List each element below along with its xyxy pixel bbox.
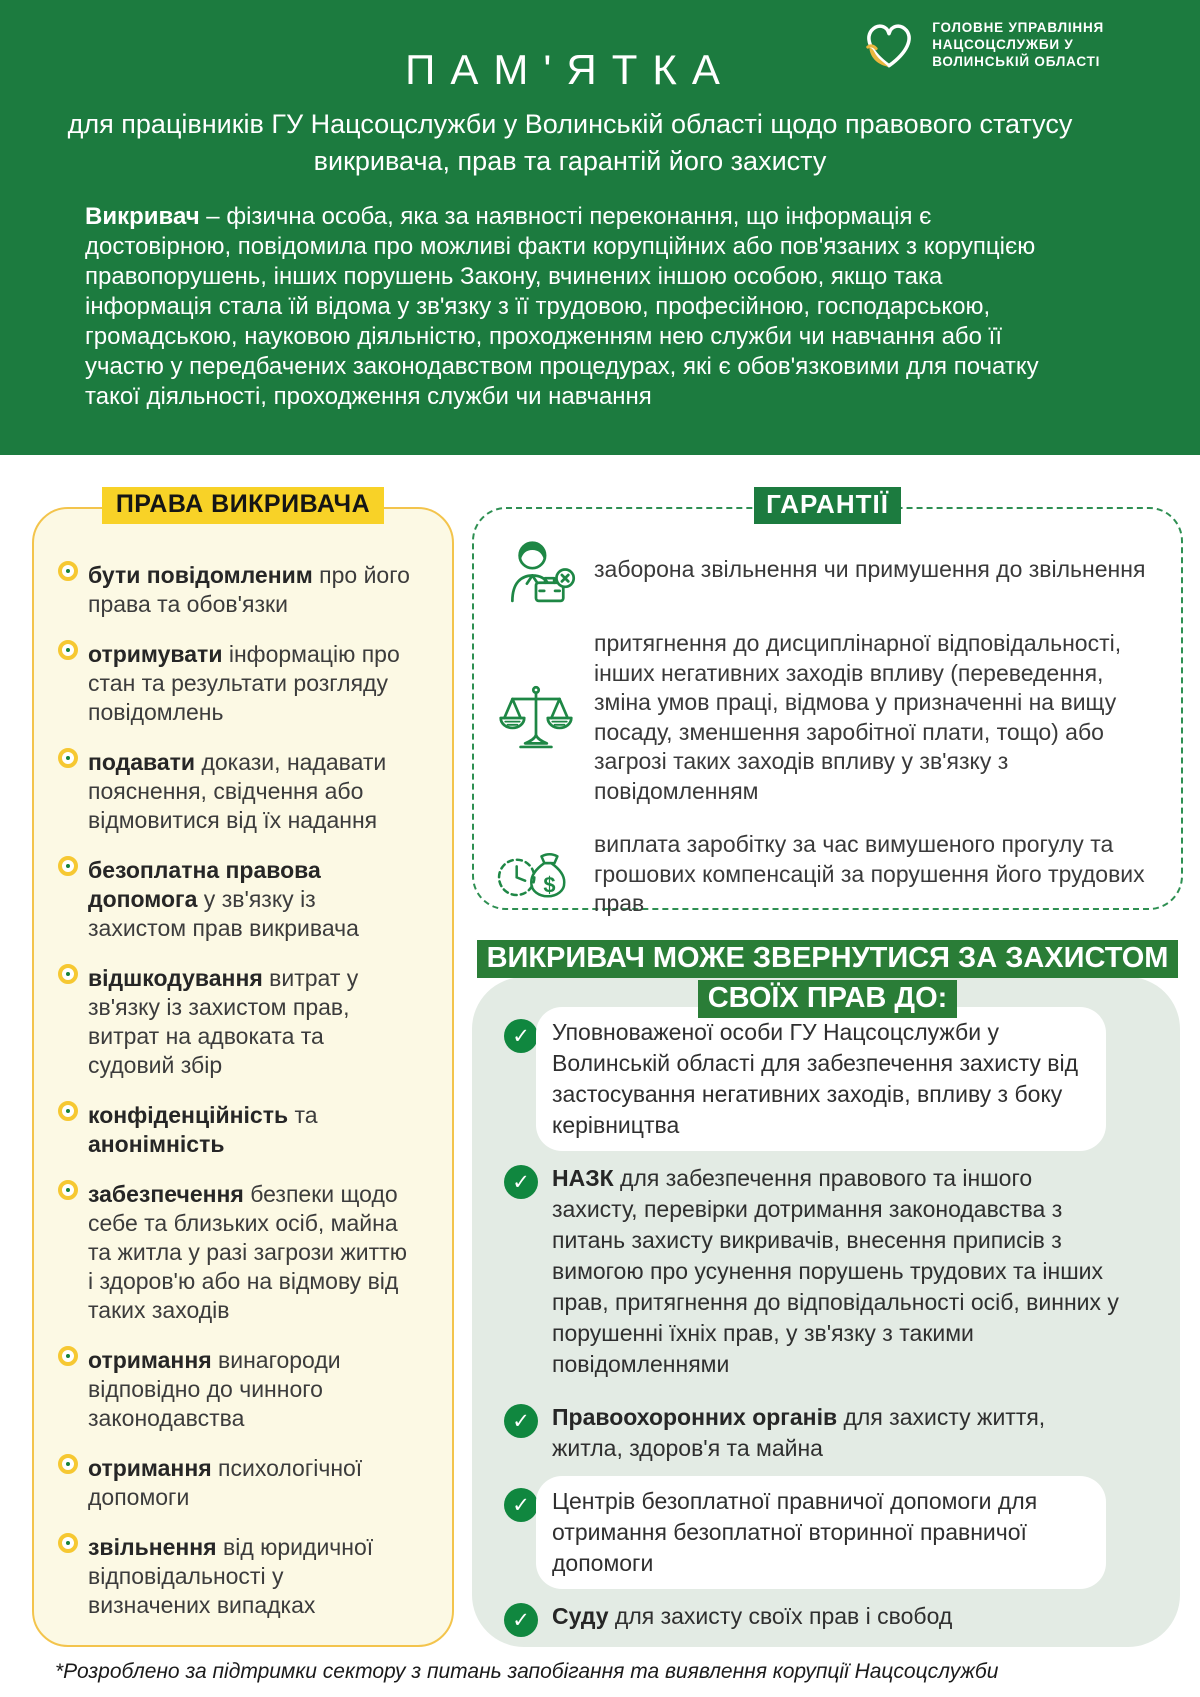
rights-panel	[32, 507, 454, 1647]
guarantees-panel	[472, 507, 1183, 916]
svg-text:$: $	[543, 872, 556, 898]
guarantee-item	[494, 629, 1161, 806]
right-item	[62, 1180, 434, 1325]
right-item-text: отримувати інформацію про стан та результати розгляду повідомлень	[88, 641, 400, 725]
right-item-text: отримання винагороди відповідно до чинного законодавства	[88, 1347, 341, 1431]
check-icon: ✓	[504, 1019, 538, 1053]
bullet-icon	[62, 860, 74, 872]
dismissed-employee-icon	[494, 535, 578, 605]
page-title: ПАМ'ЯТКА	[405, 46, 735, 93]
guarantee-item	[494, 830, 1161, 919]
appeal-item	[504, 1402, 1144, 1464]
right-item	[62, 1346, 434, 1433]
rights-list	[34, 509, 452, 1620]
bullet-icon	[62, 1105, 74, 1117]
bullet-icon	[62, 968, 74, 980]
check-icon: ✓	[504, 1488, 538, 1522]
appeal-item	[504, 1601, 1144, 1637]
rights-section-title: ПРАВА ВИКРИВАЧА	[32, 487, 454, 524]
header-banner	[0, 0, 1200, 455]
right-item	[62, 561, 434, 619]
org-name: ГОЛОВНЕ УПРАВЛІННЯ НАЦСОЦСЛУЖБИ У ВОЛИНСЬКІЙ ОБЛАСТІ	[932, 19, 1104, 69]
right-item-text: отримання психологічної допомоги	[88, 1455, 363, 1510]
appeal-item	[504, 1017, 1144, 1141]
scales-of-justice-icon	[494, 683, 578, 753]
check-icon: ✓	[504, 1603, 538, 1637]
guarantee-text: заборона звільнення чи примушення до звільнення	[594, 556, 1146, 583]
appeal-item	[504, 1486, 1144, 1579]
appeal-panel	[472, 977, 1180, 1647]
guarantee-text: притягнення до дисциплінарної відповідальності, інших негативних заходів впливу (переведення, зміна умов праці, відмова у призначенні на вищу посаду, зменшення заробітної плати, тощо) або загрозі таких заходів впливу у зв'язку з повідомленням	[594, 630, 1122, 804]
right-item-text: бути повідомленим про його права та обов'язки	[88, 562, 410, 617]
right-item	[62, 856, 434, 943]
appeal-list	[504, 1017, 1144, 1637]
guarantees-section-title: ГАРАНТІЇ	[472, 487, 1183, 524]
bullet-icon	[62, 752, 74, 764]
guarantee-text: виплата заробітку за час вимушеного прогулу та грошових компенсацій за порушення його трудових прав	[594, 831, 1145, 916]
guarantee-item	[494, 535, 1161, 605]
bullet-icon	[62, 1184, 74, 1196]
right-item-text: відшкодування витрат у зв'язку із захистом прав, витрат на адвоката та судовий збір	[88, 965, 359, 1078]
bullet-icon	[62, 1350, 74, 1362]
appeal-item-text: Суду для захисту своїх прав і свобод	[552, 1603, 953, 1629]
right-item-text: забезпечення безпеки щодо себе та близьких осіб, майна та житла у разі загрози життю і здоров'ю або на відмову від таких заходів	[88, 1181, 407, 1323]
appeal-item-text: Правоохоронних органів для захисту життя, житла, здоров'я та майна	[552, 1404, 1046, 1461]
bullet-icon	[62, 644, 74, 656]
bullet-icon	[62, 1458, 74, 1470]
appeal-item	[504, 1163, 1144, 1380]
right-item-text: звільнення від юридичної відповідальності у визначених випадках	[88, 1534, 374, 1618]
right-item	[62, 748, 434, 835]
bullet-icon	[62, 1537, 74, 1549]
clock-money-bag-icon	[494, 838, 578, 910]
footnote: *Розроблено за підтримки сектору з питань запобігання та виявлення корупції Нацсоцслужби	[55, 1660, 999, 1683]
right-item	[62, 964, 434, 1080]
appeal-section-title: ВИКРИВАЧ МОЖЕ ЗВЕРНУТИСЯ ЗА ЗАХИСТОМ СВОЇХ ПРАВ ДО:	[472, 938, 1183, 1018]
appeal-item-text: Уповноваженої особи ГУ Нацсоцслужби у Волинській області для забезпечення захисту від застосування негативних заходів, впливу з боку керівництва	[536, 1007, 1106, 1151]
bullet-icon	[62, 565, 74, 577]
appeal-item-text: Центрів безоплатної правничої допомоги для отримання безоплатної вторинної правничої допомоги	[536, 1476, 1106, 1589]
check-icon: ✓	[504, 1165, 538, 1199]
page-subtitle: для працівників ГУ Нацсоцслужби у Волинській області щодо правового статусу викривача, прав та гарантій його захисту	[67, 109, 1073, 176]
right-item	[62, 1454, 434, 1512]
check-icon: ✓	[504, 1404, 538, 1438]
right-item	[62, 640, 434, 727]
appeal-item-text: НАЗК для забезпечення правового та іншого захисту, перевірки дотримання законодавства з питань захисту викривачів, внесення приписів з вимогою про усунення порушень трудових та інших прав, притягнення до відповідальності осіб, винних у порушенні їхніх прав, у зв'язку з такими повідомленнями	[552, 1165, 1119, 1377]
right-item-text: безоплатна правова допомога у зв'язку із захистом прав викривача	[88, 857, 359, 941]
right-item-text: подавати докази, надавати пояснення, свідчення або відмовитися від їх надання	[88, 749, 387, 833]
right-item	[62, 1533, 434, 1620]
right-item	[62, 1101, 434, 1159]
right-item-text: конфіденційність та анонімність	[88, 1102, 318, 1157]
whistleblower-definition: Викривач – фізична особа, яка за наявності переконання, що інформація є достовірною, повідомила про можливі факти корупційних або пов'язаних з корупцією правопорушень, інших порушень Закону, вчинених іншою особою, якщо така інформація стала їй відома у зв'язку з її трудовою, професійною, господарською, громадською, науковою діяльністю, проходженням нею служби чи навчання або її участю у передбачених законодавством процедурах, які є обов'язковими для початку такої діяльності, проходження служби чи навчання	[85, 203, 1039, 410]
